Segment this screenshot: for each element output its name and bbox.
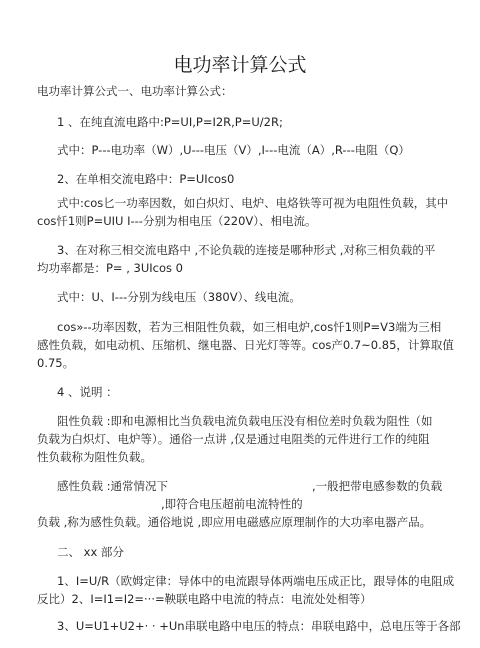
power-factor-text-4: 0.75。 [37, 356, 75, 370]
section-3-legend: 式中：U、I---分别为线电压（380V）、线电流。 [57, 290, 301, 304]
section-3-formula: 均功率都是：P= , 3UIcos 0 [37, 261, 183, 275]
inductive-load-text-4: 负载 ,称为感性负载。通俗地说 ,即应用电磁感应原理制作的大功率电器产品。 [37, 515, 432, 529]
resistive-load-text-2: 负载为白炽灯、电炉等）。通俗一点讲 ,仅是通过电阻类的元件进行工作的纯阻 [37, 432, 430, 446]
section-2-text-1: 式中:cos匕一功率因数，如白炽灯、电炉、电烙铁等可视为电阻性负载，其中 [57, 196, 449, 210]
document-title: 电功率计算公式 [173, 54, 307, 76]
section-3-heading: 3、在对称三相交流电路中 ,不论负载的连接是哪种形式 ,对称三相负载的平 [57, 243, 436, 257]
inductive-load-text-1: 感性负载 :通常情况下 [57, 479, 169, 493]
series-voltage-text: 3、U=U1+U2+· · +Un串联电路中电压的特点：串联电路中，总电压等于各部 [57, 619, 461, 633]
resistive-load-text-1: 阻性负载 :即和电源相比当负载电流负载电压没有相位差时负载为阻性（如 [57, 414, 433, 428]
inductive-load-text-3: ,即符合电压超前电流特性的 [161, 497, 303, 511]
intro-line: 电功率计算公式一、电功率计算公式： [37, 84, 233, 98]
ohms-law-text-1: 1、I=U/R（欧姆定律：导体中的电流跟导体两端电压成正比，跟导体的电阻成 [57, 574, 455, 588]
part-2-heading: 二、 xx 部分 [57, 545, 124, 559]
section-4-heading: 4 、说明 ： [57, 385, 118, 399]
section-2-heading: 2、在单相交流电路中：P=UIcos0 [57, 172, 235, 186]
power-factor-text-3: cos产0.7~0.85，计算取值 [312, 338, 454, 352]
ohms-law-text-2: 反比）2、I=I1=I2=···=鞅联电路中电流的特点：电流处处相等） [37, 592, 372, 606]
power-factor-text-1: cos»--功率因数，若为三相阻性负载，如三相电炉,cos忏1则P=V3端为三相 [57, 320, 442, 334]
inductive-load-text-2: ,一般把带电感参数的负载 [312, 479, 443, 493]
section-1-legend: 式中：P---电功率（W）,U---电压（V）,I---电流（A）,R---电阻（Q） [57, 143, 410, 157]
section-2-text-2: cos忏1则P=UIU I---分别为相电压（220V）、相电流。 [37, 214, 317, 228]
power-factor-text-2: 感性负载，如电动机、压缩机、继电器、日光灯等等。 [37, 338, 313, 352]
resistive-load-text-3: 性负载称为阻性负载。 [37, 450, 152, 464]
section-1-heading: 1 、在纯直流电路中:P=UI,P=I2R,P=U/2R; [57, 115, 283, 129]
